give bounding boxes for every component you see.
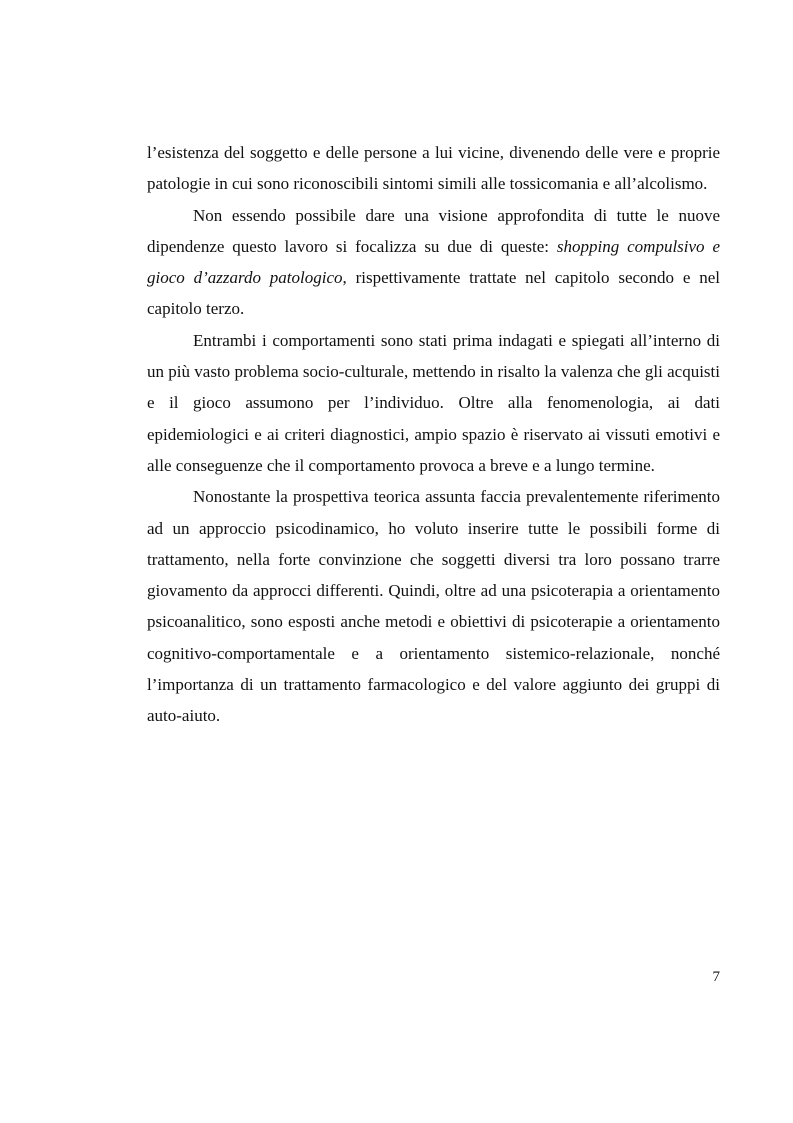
paragraph-2 xyxy=(147,200,720,325)
paragraph-1 xyxy=(147,137,720,200)
paragraph-2-text-end: , rispettivamente trattate nel capitolo secondo e nel capitolo terzo. xyxy=(147,268,720,319)
paragraph-2-text-start: Non essendo possibile dare una visione approfondita di tutte le nuove dipendenze questo lavoro si focalizza su due di queste: xyxy=(147,205,720,256)
body-text xyxy=(147,137,720,732)
page-number: 7 xyxy=(712,969,720,985)
paragraph-4 xyxy=(147,481,720,731)
paragraph-3-text: Entrambi i comportamenti sono stati prima indagati e spiegati all’interno di un più vasto problema socio-culturale, mettendo in risalto la valenza che gli acquisti e il gioco assumono per l’individuo. Oltre alla fenomenologia, ai dati epidemiologici e ai criteri diagnostici, ampio spazio è riservato ai vissuti emotivi e alle conseguenze che il comportamento provoca a breve e a lungo termine. xyxy=(147,330,720,475)
paragraph-1-text: l’esistenza del soggetto e delle persone a lui vicine, divenendo delle vere e proprie patologie in cui sono riconoscibili sintomi simili alle tossicomania e all’alcolismo. xyxy=(147,143,720,194)
paragraph-3 xyxy=(147,325,720,481)
paragraph-2-italic-topics: shopping compulsivo e gioco d’azzardo patologico xyxy=(147,236,720,288)
paragraph-4-text: Nonostante la prospettiva teorica assunta faccia prevalentemente riferimento ad un approccio psicodinamico, ho voluto inserire tutte le possibili forme di trattamento, nella forte convinzione che soggetti diversi tra loro possano trarre giovamento da approcci differenti. Quindi, oltre ad una psicoterapia a orientamento psicoanalitico, sono esposti anche metodi e obiettivi di psicoterapie a orientamento cognitivo-comportamentale e a orientamento sistemico-relazionale, nonché l’importanza di un trattamento farmacologico e del valore aggiunto dei gruppi di auto-aiuto. xyxy=(147,487,720,726)
